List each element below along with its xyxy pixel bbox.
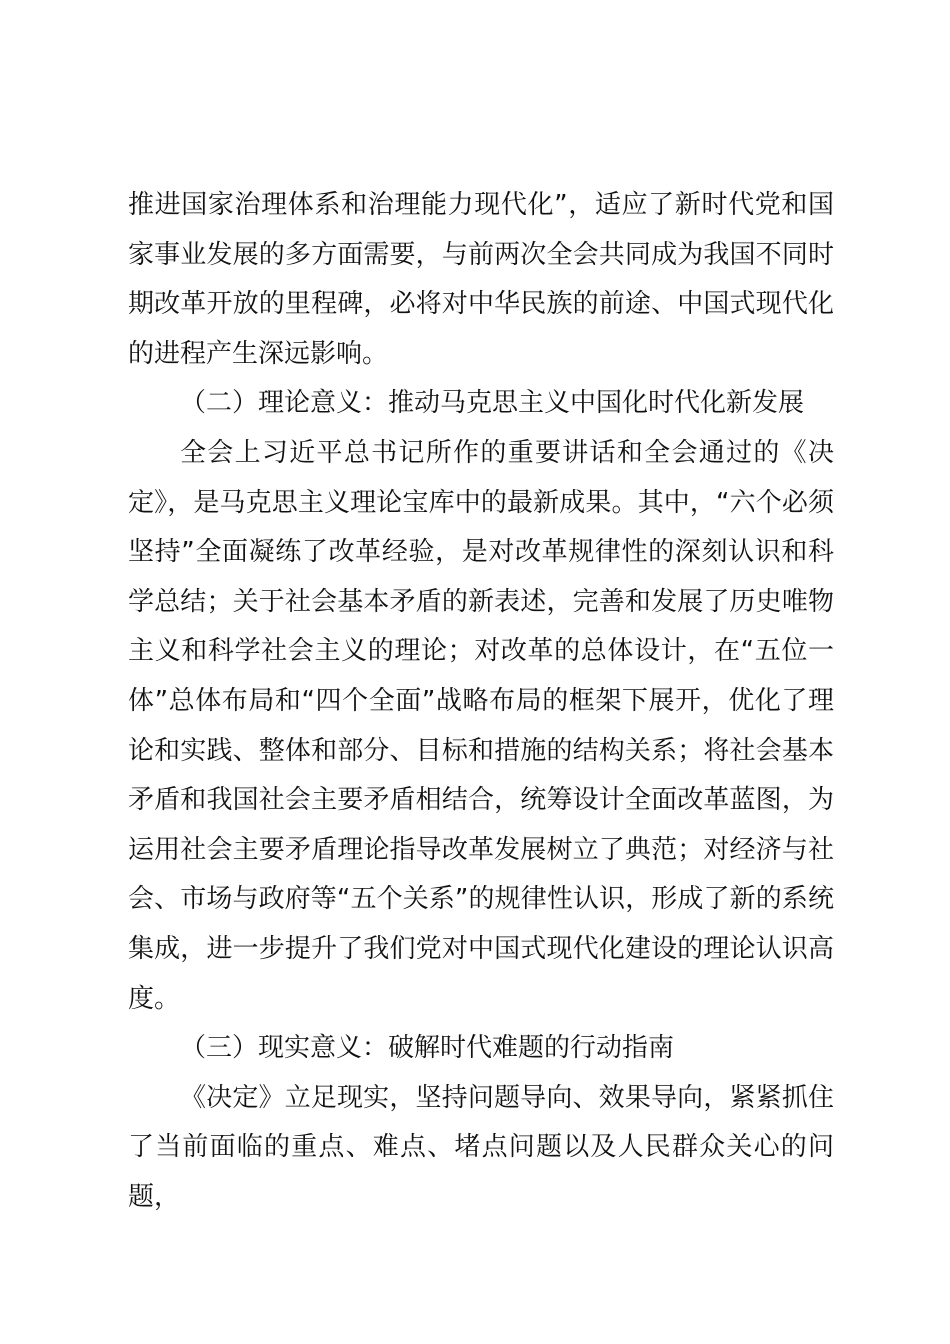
paragraph-theory: 全会上习近平总书记所作的重要讲话和全会通过的《决定》，是马克思主义理论宝库中的最新成果。其中，“六个必须坚持”全面凝练了改革经验，是对改革规律性的深刻认识和科学总结；关于社会基本矛盾的新表述，完善和发展了历史唯物主义和科学社会主义的理论；对改革的总体设计，在“五位一体”总体布局和“四个全面”战略布局的框架下展开，优化了理论和实践、整体和部分、目标和措施的结构关系；将社会基本矛盾和我国社会主要矛盾相结合，统筹设计全面改革蓝图，为运用社会主要矛盾理论指导改革发展树立了典范；对经济与社会、市场与政府等“五个关系”的规律性认识，形成了新的系统集成，进一步提升了我们党对中国式现代化建设的理论认识高度。 [128,437,834,1014]
paragraph-continuation: 推进国家治理体系和治理能力现代化”，适应了新时代党和国家事业发展的多方面需要，与前两次全会共同成为我国不同时期改革开放的里程碑，必将对中华民族的前途、中国式现代化的进程产生深远影响。 [128,190,834,369]
section-heading-theory: （二）理论意义：推动马克思主义中国化时代化新发展 [180,388,805,419]
paragraph-practice: 《决定》立足现实，坚持问题导向、效果导向，紧紧抓住了当前面临的重点、难点、堵点问题以及人民群众关心的问题， [128,1082,834,1212]
section-heading-practice: （三）现实意义：破解时代难题的行动指南 [180,1033,675,1064]
document-body [128,181,834,1222]
